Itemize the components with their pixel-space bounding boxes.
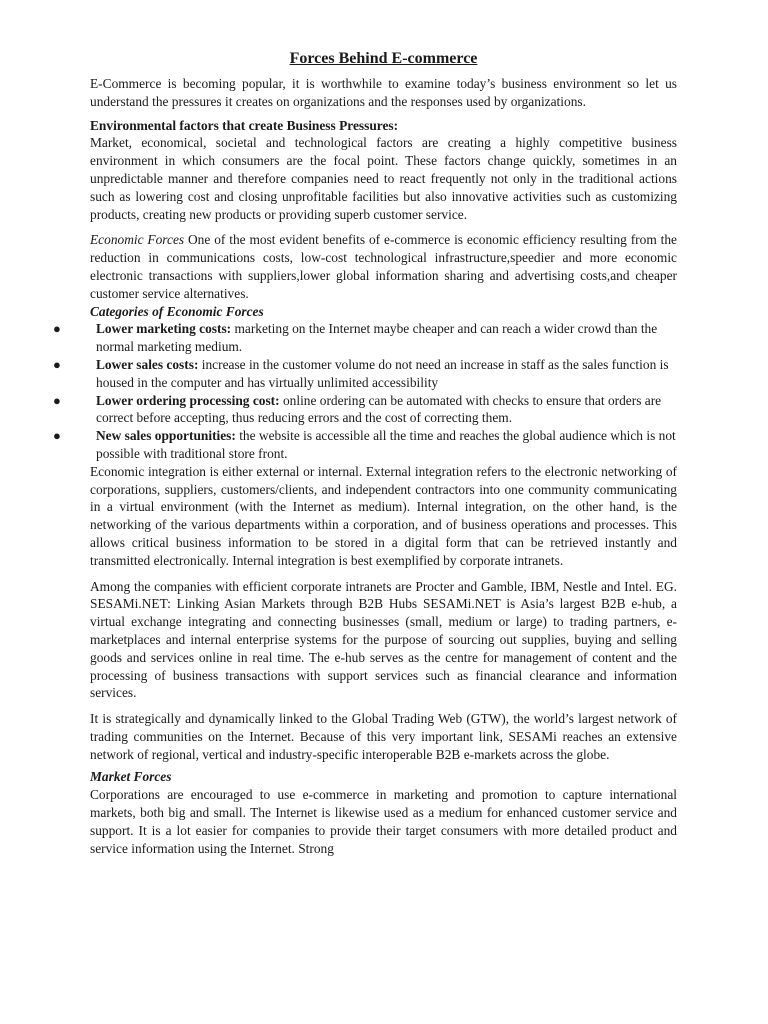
bullet-text: increase in the customer volume do not need an increase in staff as the sales function is housed in the computer and has virtually unlimited accessibility [96,356,669,390]
page-title: Forces Behind E-commerce [289,50,478,67]
list-item [53,427,677,463]
economic-forces-text: One of the most evident benefits of e-commerce is economic efficiency resulting from the reduction in communications costs, low-cost technological infrastructure,speedier and more economic electronic transactions with suppliers,lower global information sharing and advertising costs,and cheaper customer service alternatives. [90,232,677,301]
market-forces-heading: Market Forces [90,769,172,785]
companies-paragraph: Among the companies with efficient corporate intranets are Procter and Gamble, IBM, Nestle and Intel. EG. SESAMi.NET: Linking Asian Markets through B2B Hubs SESAMi.NET is Asia’s largest B2B e-hub, a virtual exchange integrating and connecting businesses (small, medium or large) to trading partners, e-marketplaces and internal enterprise systems for the purpose of sourcing out supplies, buying and selling goods and services online in real time. The e-hub serves as the centre for management of content and the processing of business transactions with support services such as financial clearance and information services. [90,578,677,701]
bullet-label: New sales opportunities: [96,428,236,444]
bullet-icon: ● [53,428,61,444]
bullet-label: Lower marketing costs: [96,321,232,337]
economic-forces-paragraph [90,231,677,302]
intro-paragraph: E-Commerce is becoming popular, it is worthwhile to examine today’s business environment so let us understand the pressures it creates on organizations and the responses used by organizations. [90,76,677,109]
bullet-text: online ordering can be automated with checks to ensure that orders are correct before accepting, thus reducing errors and the cost of correcting them. [96,392,662,426]
bullet-text: marketing on the Internet maybe cheaper and can reach a wider crowd than the normal marketing medium. [96,321,658,355]
bullet-icon: ● [53,321,61,337]
categories-heading: Categories of Economic Forces [90,303,264,319]
bullet-label: Lower ordering processing cost: [96,392,280,408]
bullet-text: the website is accessible all the time and reaches the global audience which is not possible with traditional store front. [96,428,676,461]
document-page [53,48,677,857]
list-item [53,392,677,428]
market-forces-paragraph: Corporations are encouraged to use e-commerce in marketing and promotion to capture international markets, both big and small. The Internet is likewise used as a medium for enhanced customer service and support. It is a lot easier for companies to provide their target consumers with more detailed product and service information using the Internet. Strong [90,787,677,856]
bullet-icon: ● [53,392,61,408]
integration-paragraph: Economic integration is either external or internal. External integration refers to the electronic networking of corporations, suppliers, customers/clients, and independent contractors into one community communicating in a virtual environment (with the Internet as medium). Internal integration, on the other hand, is the networking of the various departments within a corporation, and of business operations and processes. This allows critical business information to be stored in a digital form that can be retrieved instantly and transmitted electronically. Internal integration is best exemplified by corporate intranets. [90,463,677,568]
bullet-label: Lower sales costs: [96,356,199,372]
economic-forces-label: Economic Forces [90,232,185,248]
bullet-icon: ● [53,356,61,372]
list-item [53,356,677,392]
environmental-factors-paragraph: Market, economical, societal and technological factors are creating a highly competitive business environment in which consumers are the focal point. These factors change quickly, sometimes in an unpredictable manner and therefore companies need to react frequently not only in the traditional actions such as lowering cost and closing unprofitable facilities but also innovative activities such as customizing products, creating new products or providing superb customer service. [90,135,677,222]
list-item [53,320,677,356]
gtw-paragraph: It is strategically and dynamically linked to the Global Trading Web (GTW), the world’s largest network of trading communities on the Internet. Because of this very important link, SESAMi reaches an extensive network of regional, vertical and industry-specific interoperable B2B e-markets across the globe. [90,711,677,762]
environmental-factors-heading: Environmental factors that create Business Pressures: [90,117,399,133]
economic-forces-list [53,320,677,462]
